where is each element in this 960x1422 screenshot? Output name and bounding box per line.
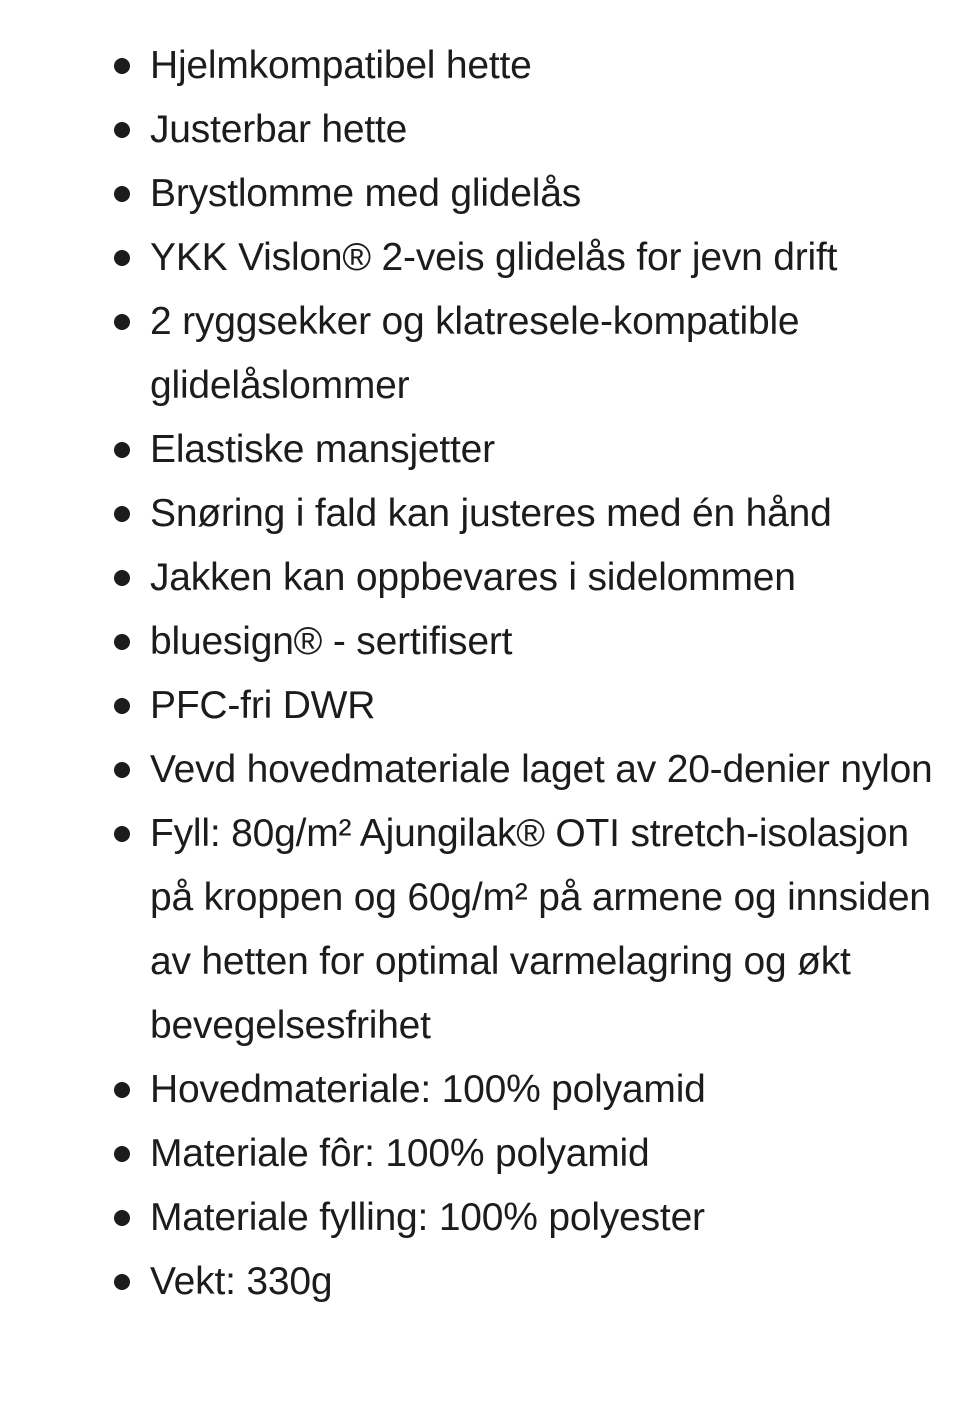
bullet-icon bbox=[114, 1082, 130, 1098]
list-item bbox=[150, 226, 940, 290]
list-item bbox=[150, 1122, 940, 1186]
bullet-icon bbox=[114, 570, 130, 586]
bullet-icon bbox=[114, 1274, 130, 1290]
bullet-icon bbox=[114, 122, 130, 138]
list-item-text: Hovedmateriale: 100% polyamid bbox=[150, 1068, 706, 1111]
bullet-icon bbox=[114, 762, 130, 778]
bullet-icon bbox=[114, 826, 130, 842]
feature-list bbox=[150, 34, 940, 1314]
list-item-text: Snøring i fald kan justeres med én hånd bbox=[150, 492, 832, 535]
list-item-text: Materiale fôr: 100% polyamid bbox=[150, 1132, 650, 1175]
bullet-icon bbox=[114, 250, 130, 266]
list-item bbox=[150, 802, 940, 1058]
list-item bbox=[150, 738, 940, 802]
list-item-text: Vekt: 330g bbox=[150, 1260, 333, 1303]
list-item bbox=[150, 290, 940, 418]
list-item bbox=[150, 1250, 940, 1314]
list-item-text: Hjelmkompatibel hette bbox=[150, 44, 532, 87]
list-item bbox=[150, 610, 940, 674]
list-item-text: 2 ryggsekker og klatresele-kompatible glidelåslommer bbox=[150, 300, 800, 407]
list-item-text: Brystlomme med glidelås bbox=[150, 172, 582, 215]
list-item bbox=[150, 1058, 940, 1122]
list-item-text: Elastiske mansjetter bbox=[150, 428, 495, 471]
bullet-icon bbox=[114, 698, 130, 714]
list-item-text: Vevd hovedmateriale laget av 20-denier nylon bbox=[150, 748, 933, 791]
list-item-text: PFC-fri DWR bbox=[150, 684, 376, 727]
list-item-text: bluesign® - sertifisert bbox=[150, 620, 513, 663]
list-item bbox=[150, 418, 940, 482]
bullet-icon bbox=[114, 314, 130, 330]
bullet-icon bbox=[114, 506, 130, 522]
list-item-text: Justerbar hette bbox=[150, 108, 408, 151]
list-item bbox=[150, 1186, 940, 1250]
bullet-icon bbox=[114, 634, 130, 650]
list-item bbox=[150, 98, 940, 162]
list-item-text: Jakken kan oppbevares i sidelommen bbox=[150, 556, 796, 599]
list-item-text: Fyll: 80g/m² Ajungilak® OTI stretch-isolasjon på kroppen og 60g/m² på armene og innsiden av hetten for optimal varmelagring og økt bevegelsesfrihet bbox=[150, 812, 931, 1047]
list-item bbox=[150, 674, 940, 738]
list-item bbox=[150, 546, 940, 610]
bullet-icon bbox=[114, 1210, 130, 1226]
bullet-icon bbox=[114, 186, 130, 202]
list-item-text: Materiale fylling: 100% polyester bbox=[150, 1196, 705, 1239]
list-item bbox=[150, 34, 940, 98]
bullet-icon bbox=[114, 58, 130, 74]
list-item-text: YKK Vislon® 2-veis glidelås for jevn drift bbox=[150, 236, 838, 279]
list-item bbox=[150, 482, 940, 546]
bullet-icon bbox=[114, 442, 130, 458]
list-item bbox=[150, 162, 940, 226]
bullet-icon bbox=[114, 1146, 130, 1162]
